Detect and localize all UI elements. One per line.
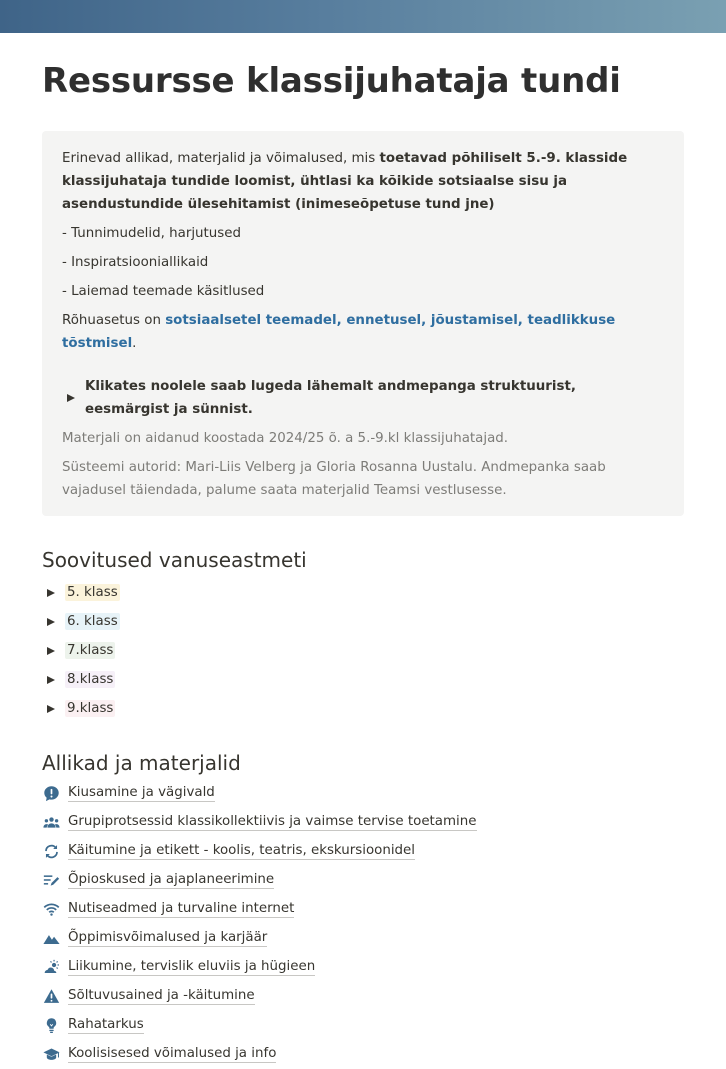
- intro-bullet: - Inspiratsiooniallikaid: [62, 255, 209, 270]
- page-title: Ressursse klassijuhataja tundi: [42, 61, 621, 101]
- page-link-behaviour-etiquette[interactable]: [42, 837, 684, 866]
- intro-bullet: - Tunnimudelid, harjutused: [62, 226, 241, 241]
- link-label: Sõltuvusained ja -käitumine: [68, 988, 255, 1003]
- link-label: Koolisisesed võimalused ja info: [68, 1046, 277, 1061]
- page-link-group-processes[interactable]: [42, 808, 684, 837]
- link-label: Kiusamine ja vägivald: [68, 785, 215, 800]
- intro-paragraph: [62, 147, 664, 216]
- sources-heading: Allikad ja materjalid: [42, 751, 241, 775]
- sources-link-list: [42, 779, 684, 1069]
- emphasis-line: [62, 309, 664, 355]
- authors-note: Süsteemi autorid: Mari-Liis Velberg ja Gloria Rosanna Uustalu. Andmepanka saab vajadusel täiendada, palume saata materjalid Teamsi vestlusesse.: [62, 460, 606, 498]
- toggle-triangle-icon[interactable]: [47, 589, 55, 597]
- intro-callout: [42, 131, 684, 516]
- intro-bold-text: toetavad põhiliselt 5.-9. klasside klassijuhataja tundide loomist, ühtlasi ka kõikide sotsiaalse sisu ja asendustundide ülesehitamist (inimeseõpetuse tund jne): [62, 151, 628, 212]
- grade-label: 6. klass: [67, 614, 118, 629]
- link-label: Liikumine, tervislik eluviis ja hügieen: [68, 959, 316, 974]
- emphasis-suffix: .: [132, 336, 137, 351]
- graduation-cap-icon: [42, 1046, 60, 1064]
- link-label: Nutiseadmed ja turvaline internet: [68, 901, 295, 916]
- page-link-addiction[interactable]: [42, 982, 684, 1011]
- grade-label: 7.klass: [67, 643, 114, 658]
- list-edit-icon: [42, 872, 60, 890]
- toggle-triangle-icon[interactable]: [47, 676, 55, 684]
- link-label: Õppimisvõimalused ja karjäär: [68, 930, 268, 945]
- emphasis-highlight: sotsiaalsetel teemadel, ennetusel, jõustamisel, teadlikkuse tõstmisel: [62, 313, 616, 351]
- grade-toggle-6[interactable]: [42, 607, 684, 636]
- toggle-triangle-icon[interactable]: [67, 394, 75, 402]
- group-icon: [42, 814, 60, 832]
- intro-text: Erinevad allikad, materjalid ja võimalused, mis: [62, 151, 380, 166]
- lightbulb-icon: [42, 1017, 60, 1035]
- page-link-school-opportunities[interactable]: [42, 1040, 684, 1069]
- refresh-arrows-icon: [42, 843, 60, 861]
- intro-bullet: - Laiemad teemade käsitlused: [62, 284, 265, 299]
- cover-banner: [0, 0, 726, 33]
- grade-label: 5. klass: [67, 585, 118, 600]
- page-link-devices-internet[interactable]: [42, 895, 684, 924]
- grade-toggle-9[interactable]: [42, 694, 684, 723]
- grade-toggle-5[interactable]: [42, 578, 684, 607]
- link-label: Käitumine ja etikett - koolis, teatris, ekskursioonidel: [68, 843, 416, 858]
- page-link-financial-literacy[interactable]: [42, 1011, 684, 1040]
- toggle-triangle-icon[interactable]: [47, 618, 55, 626]
- grades-heading: Soovitused vanuseastmeti: [42, 548, 307, 572]
- wifi-icon: [42, 901, 60, 919]
- grade-toggle-list: [42, 578, 684, 723]
- toggle-label: Klikates noolele saab lugeda lähemalt andmepanga struktuurist, eesmärgist ja sünnist.: [85, 379, 576, 417]
- contributors-note: Materjali on aidanud koostada 2024/25 õ. a 5.-9.kl klassijuhatajad.: [62, 431, 509, 446]
- link-label: Rahatarkus: [68, 1017, 144, 1032]
- mountains-icon: [42, 930, 60, 948]
- page-link-study-skills[interactable]: [42, 866, 684, 895]
- warning-icon: [42, 988, 60, 1006]
- page-content: [0, 60, 726, 1069]
- grade-label: 8.klass: [67, 672, 114, 687]
- toggle-triangle-icon[interactable]: [47, 647, 55, 655]
- sun-cloud-icon: [42, 959, 60, 977]
- grade-toggle-7[interactable]: [42, 636, 684, 665]
- page-link-bullying[interactable]: [42, 779, 684, 808]
- page-link-career[interactable]: [42, 924, 684, 953]
- grade-toggle-8[interactable]: [42, 665, 684, 694]
- exclamation-bubble-icon: [42, 785, 60, 803]
- toggle-triangle-icon[interactable]: [47, 705, 55, 713]
- emphasis-prefix: Rõhuasetus on: [62, 313, 166, 328]
- structure-info-toggle[interactable]: [62, 375, 664, 421]
- link-label: Õpioskused ja ajaplaneerimine: [68, 872, 275, 887]
- grade-label: 9.klass: [67, 701, 114, 716]
- page-link-health[interactable]: [42, 953, 684, 982]
- link-label: Grupiprotsessid klassikollektiivis ja vaimse tervise toetamine: [68, 814, 477, 829]
